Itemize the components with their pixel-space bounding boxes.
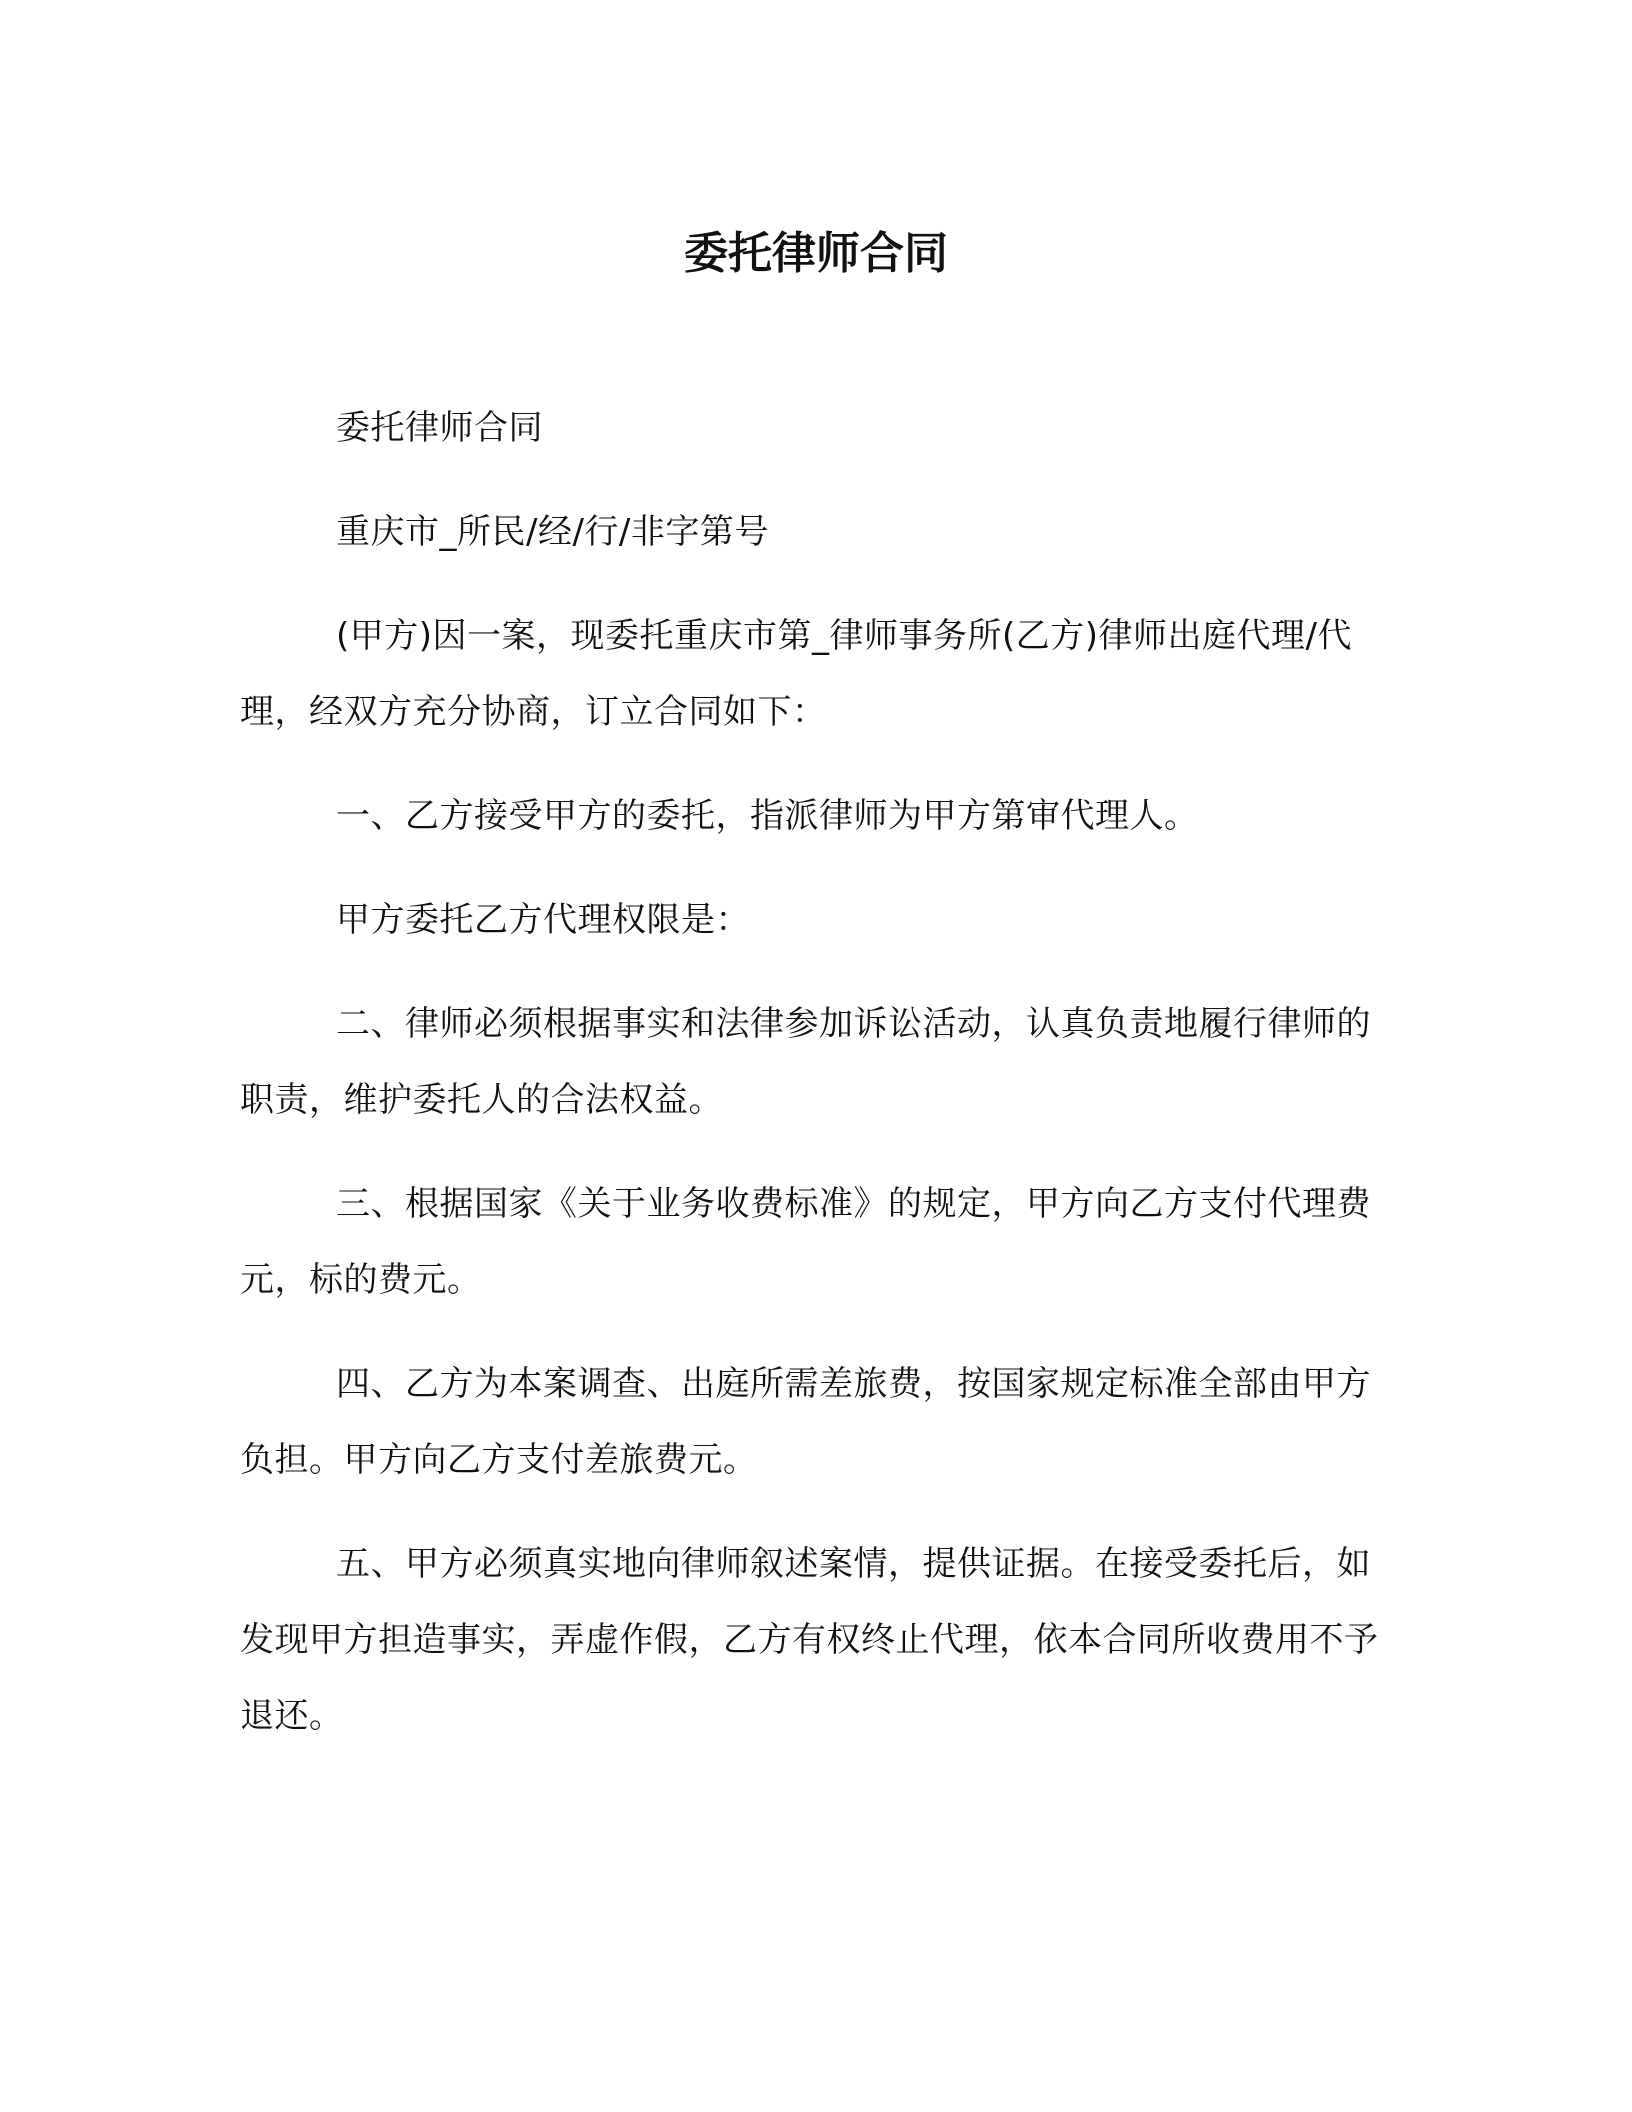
paragraph-authority: 甲方委托乙方代理权限是： — [336, 900, 750, 940]
paragraph-clause-3: 三、根据国家《关于业务收费标准》的规定，甲方向乙方支付代理费元，标的费元。 — [240, 1184, 1371, 1300]
paragraph-clause-1: 一、乙方接受甲方的委托，指派律师为甲方第审代理人。 — [336, 796, 1199, 836]
document-body — [240, 390, 1400, 1782]
paragraph-clause-4: 四、乙方为本案调查、出庭所需差旅费，按国家规定标准全部由甲方负担。甲方向乙方支付差旅费元。 — [240, 1364, 1371, 1480]
paragraph-heading: 委托律师合同 — [336, 408, 543, 448]
paragraph-case-number: 重庆市_所民/经/行/非字第号 — [336, 512, 769, 552]
paragraph-preamble: (甲方)因一案，现委托重庆市第_律师事务所(乙方)律师出庭代理/代理，经双方充分协商，订立合同如下： — [240, 616, 1353, 732]
paragraph-clause-2: 二、律师必须根据事实和法律参加诉讼活动，认真负责地履行律师的职责，维护委托人的合法权益。 — [240, 1004, 1371, 1120]
document-title: 委托律师合同 — [684, 228, 948, 279]
paragraph-clause-5: 五、甲方必须真实地向律师叙述案情，提供证据。在接受委托后，如发现甲方担造事实，弄虚作假，乙方有权终止代理，依本合同所收费用不予退还。 — [240, 1544, 1379, 1736]
